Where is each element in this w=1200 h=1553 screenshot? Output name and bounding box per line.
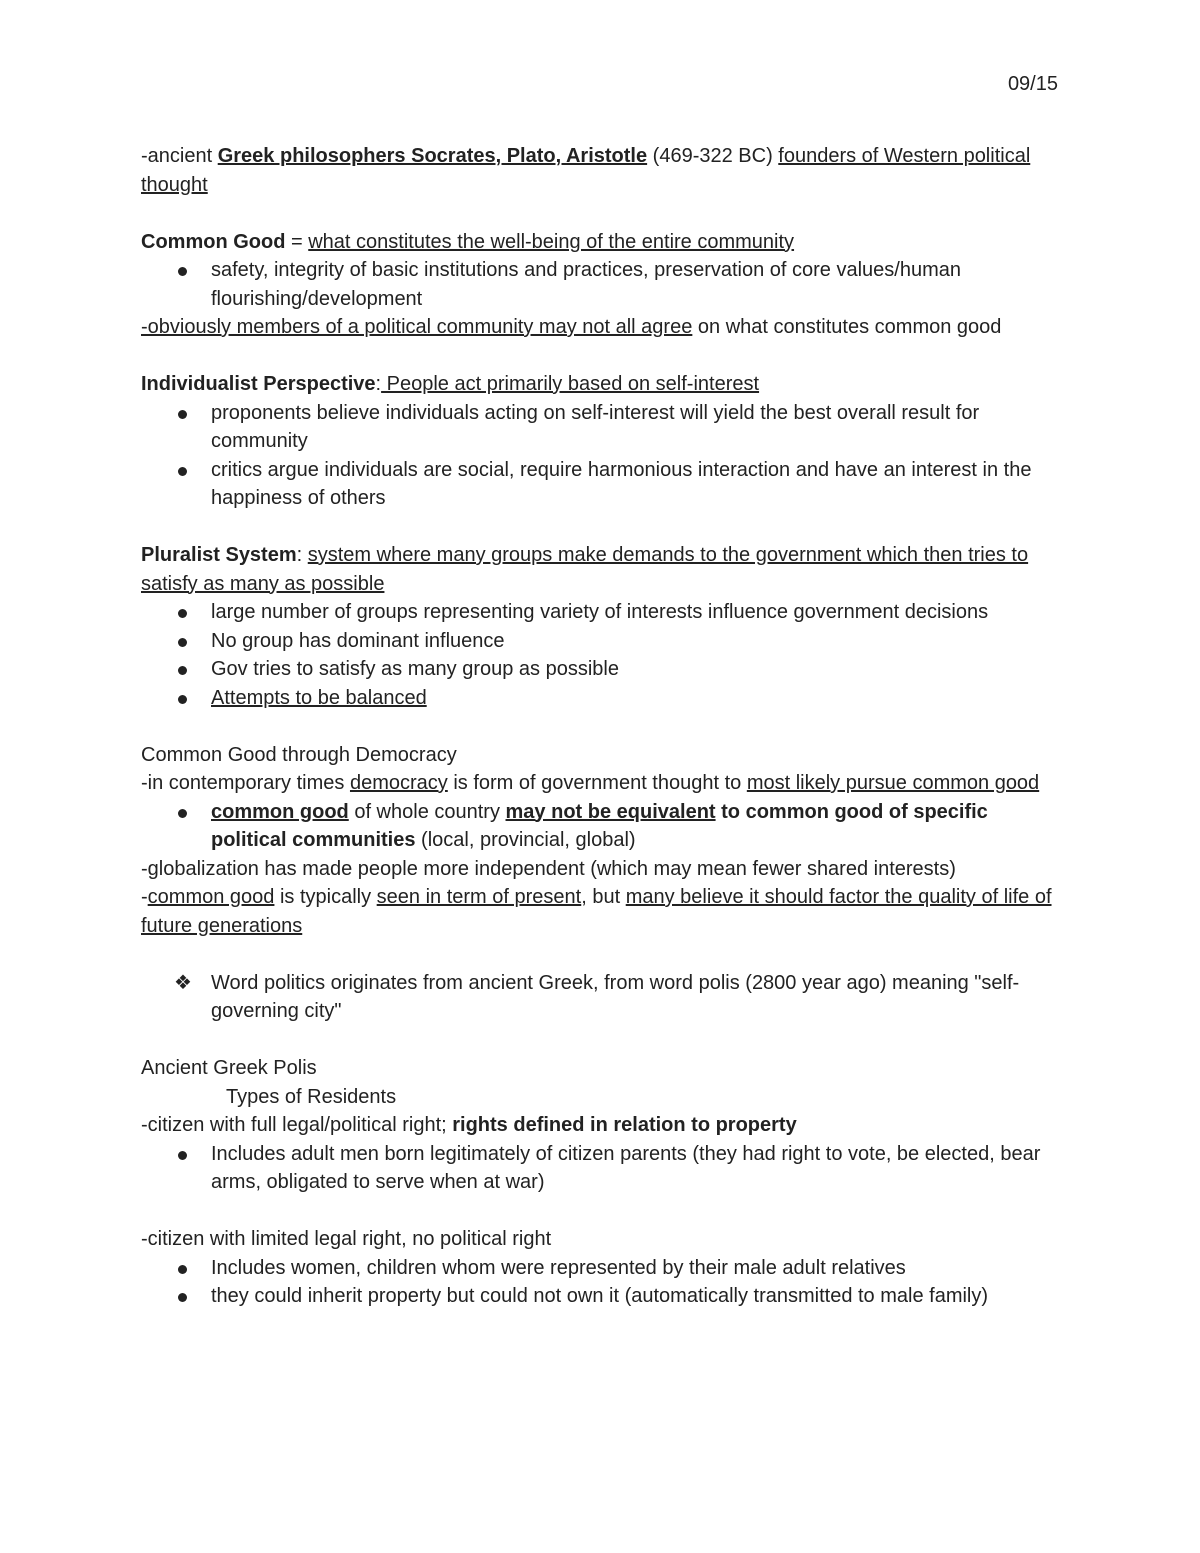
bullet-text: large number of groups representing variety of interests influence government decisions bbox=[211, 601, 989, 623]
list-item bbox=[141, 1140, 1066, 1197]
full-citizen-line bbox=[141, 1111, 1066, 1140]
intro-line bbox=[141, 142, 1066, 199]
bullet-icon bbox=[178, 1151, 187, 1160]
equals-sign: = bbox=[285, 230, 309, 253]
not-equivalent: may not be equivalent bbox=[505, 800, 716, 823]
list-item bbox=[141, 456, 1066, 513]
list-item bbox=[141, 798, 1066, 855]
bullet-text: Includes women, children whom were represented by their male adult relatives bbox=[211, 1256, 906, 1279]
specific-communities: to common good of specific political communities bbox=[211, 800, 988, 851]
pursue-common-good: most likely pursue common good bbox=[746, 772, 1040, 794]
bullet-text: Includes adult men born legitimately of citizen parents (they had right to vote, be elected, bear arms, obligated to serve when at war) bbox=[211, 1142, 1041, 1193]
list-item bbox=[141, 969, 1066, 1026]
common-good-bold: common good bbox=[211, 800, 349, 823]
intro-prefix: -ancient bbox=[141, 145, 218, 167]
bullet-icon bbox=[178, 467, 187, 476]
bullet-text: Gov tries to satisfy as many group as possible bbox=[211, 658, 619, 680]
democracy-heading: Common Good through Democracy bbox=[141, 743, 457, 766]
individualist-term: Individualist Perspective bbox=[141, 373, 376, 395]
text-run: is form of government thought to bbox=[447, 772, 747, 794]
common-good-note bbox=[141, 313, 1066, 342]
globalization-line: -globalization has made people more independent (which may mean fewer shared interests) bbox=[141, 857, 956, 880]
bullet-text: No group has dominant influence bbox=[211, 629, 505, 652]
bullet-icon bbox=[178, 609, 187, 618]
individualist-def: People act primarily based on self-interest bbox=[381, 373, 760, 395]
intro-founders: founders of Western political thought bbox=[141, 145, 1031, 196]
list-item bbox=[141, 1282, 1066, 1311]
democracy-term: democracy bbox=[349, 772, 448, 794]
colon: : bbox=[375, 373, 382, 395]
list-item bbox=[141, 256, 1066, 313]
bullet-icon bbox=[178, 809, 187, 818]
full-citizen-bullets bbox=[141, 1140, 1066, 1197]
common-good-term: Common Good bbox=[141, 230, 286, 253]
intro-dates: (469-322 BC) bbox=[647, 145, 779, 167]
common-good-note-underlined: -obviously members of a political community may not all agree bbox=[141, 316, 693, 338]
present-term: seen in term of present bbox=[376, 886, 582, 908]
bullet-text: proponents believe individuals acting on self-interest will yield the best overall result for community bbox=[211, 401, 980, 452]
pluralist-def: system where many groups make demands to the government which then tries to satisfy as many as possible bbox=[141, 544, 1029, 595]
bullet-icon bbox=[178, 410, 187, 419]
text-run: - bbox=[141, 886, 148, 908]
bullet-text: Word politics originates from ancient Greek, from word polis (2800 year ago) meaning "self-governing city" bbox=[211, 971, 1020, 1022]
text-run: of whole country bbox=[348, 800, 506, 823]
bullet-text: Attempts to be balanced bbox=[211, 686, 427, 709]
text-run: (local, provincial, global) bbox=[415, 829, 636, 851]
democracy-line bbox=[141, 769, 1066, 798]
notes-body bbox=[141, 142, 1066, 1311]
bullet-icon bbox=[178, 1265, 187, 1274]
text-run: -citizen with full legal/political right; bbox=[141, 1114, 453, 1136]
common-good-def: what constitutes the well-being of the entire community bbox=[308, 230, 795, 253]
politics-note bbox=[141, 969, 1066, 1026]
limited-citizen-line: -citizen with limited legal right, no political right bbox=[141, 1228, 552, 1250]
individualist-bullets bbox=[141, 399, 1066, 513]
pluralist-term: Pluralist System bbox=[141, 544, 297, 566]
list-item bbox=[141, 399, 1066, 456]
bullet-icon bbox=[178, 638, 187, 647]
list-item bbox=[141, 684, 1066, 713]
property-rights: rights defined in relation to property bbox=[452, 1114, 797, 1136]
common-good-bullets bbox=[141, 256, 1066, 313]
text-run: , but bbox=[581, 886, 626, 908]
colon: : bbox=[296, 544, 308, 566]
bullet-icon bbox=[178, 695, 187, 704]
democracy-bullets bbox=[141, 798, 1066, 855]
bullet-text: they could inherit property but could not own it (automatically transmitted to male family) bbox=[211, 1285, 989, 1307]
polis-heading: Ancient Greek Polis bbox=[141, 1057, 317, 1079]
bullet-text: safety, integrity of basic institutions and practices, preservation of core values/human flourishing/development bbox=[211, 259, 962, 310]
pluralist-definition bbox=[141, 541, 1066, 598]
list-item bbox=[141, 598, 1066, 627]
list-item bbox=[141, 627, 1066, 656]
pluralist-bullets bbox=[141, 598, 1066, 712]
future-generations-line bbox=[141, 883, 1066, 940]
text-run: -in contemporary times bbox=[141, 772, 350, 794]
bullet-icon bbox=[178, 1293, 187, 1302]
individualist-definition bbox=[141, 370, 1066, 399]
bullet-icon bbox=[178, 666, 187, 675]
bullet-text: critics argue individuals are social, require harmonious interaction and have an interest in the happiness of others bbox=[211, 458, 1032, 509]
common-good-definition bbox=[141, 228, 1066, 257]
text-run: is typically bbox=[274, 886, 377, 908]
common-good-note-rest: on what constitutes common good bbox=[692, 316, 1002, 338]
future-generations: many believe it should factor the quality of life of future generations bbox=[141, 886, 1052, 937]
residents-subheading: Types of Residents bbox=[226, 1085, 397, 1108]
list-item bbox=[141, 1254, 1066, 1283]
list-item bbox=[141, 655, 1066, 684]
limited-citizen-bullets bbox=[141, 1254, 1066, 1311]
diamond-bullet-icon: ❖ bbox=[174, 971, 192, 994]
bullet-icon bbox=[178, 267, 187, 276]
philosophers-names: Greek philosophers Socrates, Plato, Aristotle bbox=[217, 145, 648, 167]
common-good-underlined: common good bbox=[147, 886, 275, 908]
page-date: 09/15 bbox=[1007, 73, 1058, 95]
